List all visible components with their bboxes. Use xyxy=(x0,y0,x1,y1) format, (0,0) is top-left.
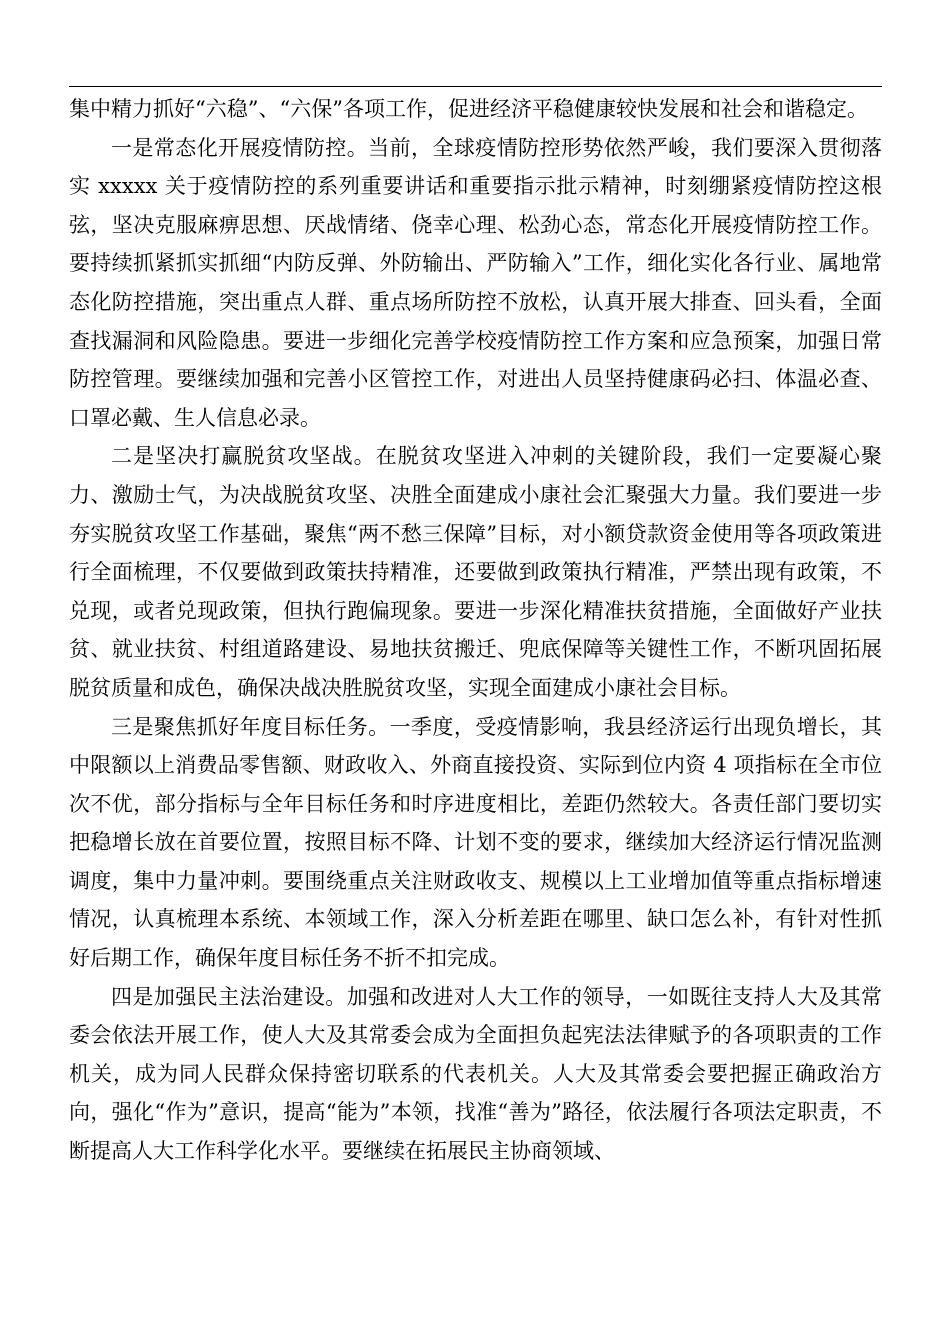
paragraph-continuation: 集中精力抓好“六稳”、“六保”各项工作，促进经济平稳健康较快发展和社会和谐稳定。 xyxy=(69,97,868,121)
paragraph-annual-targets: 三是聚焦抓好年度目标任务。一季度，受疫情影响，我县经济运行出现负增长，其中限额以上消费品零售额、财政收入、外商直接投资、实际到位内资 4 项指标在全市位次不优，部分指标与全年目标任务和时序进度相比，差距仍然较大。各责任部门要切实把稳增长放在首要位置，按照目标不降、计划不变的要求，继续加大经济运行情况监测调度，集中力量冲刺。要围绕重点关注财政收支、规模以上工业增加值等重点指标增速情况，认真梳理本系统、本领域工作，深入分析差距在哪里、缺口怎么补，有针对性抓好后期工作，确保年度目标任务不折不扣完成。 xyxy=(69,714,882,971)
paragraph-democracy-rule-of-law: 四是加强民主法治建设。加强和改进对人大工作的领导，一如既往支持人大及其常委会依法开展工作，使人大及其常委会成为全面担负起宪法法律赋予的各项职责的工作机关，成为同人民群众保持密切联系的代表机关。人大及其常委会要把握正确政治方向，强化“作为”意识，提高“能为”本领，找准“善为”路径，依法履行各项法定职责，不断提高人大工作科学化水平。要继续在拓展民主协商领域、 xyxy=(69,984,882,1164)
paragraph-poverty-alleviation: 二是坚决打赢脱贫攻坚战。在脱贫攻坚进入冲刺的关键阶段，我们一定要凝心聚力、激励士气，为决战脱贫攻坚、决胜全面建成小康社会汇聚强大力量。我们要进一步夯实脱贫攻坚工作基础，聚焦“两不愁三保障”目标，对小额贷款资金使用等各项政策进行全面梳理，不仅要做到政策扶持精准，还要做到政策执行精准，严禁出现有政策，不兑现，或者兑现政策，但执行跑偏现象。要进一步深化精准扶贫措施，全面做好产业扶贫、就业扶贫、村组道路建设、易地扶贫搬迁、兜底保障等关键性工作，不断巩固拓展脱贫质量和成色，确保决战决胜脱贫攻坚，实现全面建成小康社会目标。 xyxy=(69,444,882,700)
paragraph-epidemic-prevention: 一是常态化开展疫情防控。当前，全球疫情防控形势依然严峻，我们要深入贯彻落实 xxxxx 关于疫情防控的系列重要讲话和重要指示批示精神，时刻绷紧疫情防控这根弦，坚决克服麻痹思想、厌战情绪、侥幸心理、松劲心态，常态化开展疫情防控工作。要持续抓紧抓实抓细“内防反弹、外防输出、严防输入”工作，细化实化各行业、属地常态化防控措施，突出重点人群、重点场所防控不放松，认真开展大排查、回头看，全面查找漏洞和风险隐患。要进一步细化完善学校疫情防控工作方案和应急预案，加强日常防控管理。要继续加强和完善小区管控工作，对进出人员坚持健康码必扫、体温必查、口罩必戴、生人信息必录。 xyxy=(69,135,882,430)
document-body xyxy=(69,90,882,1171)
header-rule xyxy=(69,86,882,87)
